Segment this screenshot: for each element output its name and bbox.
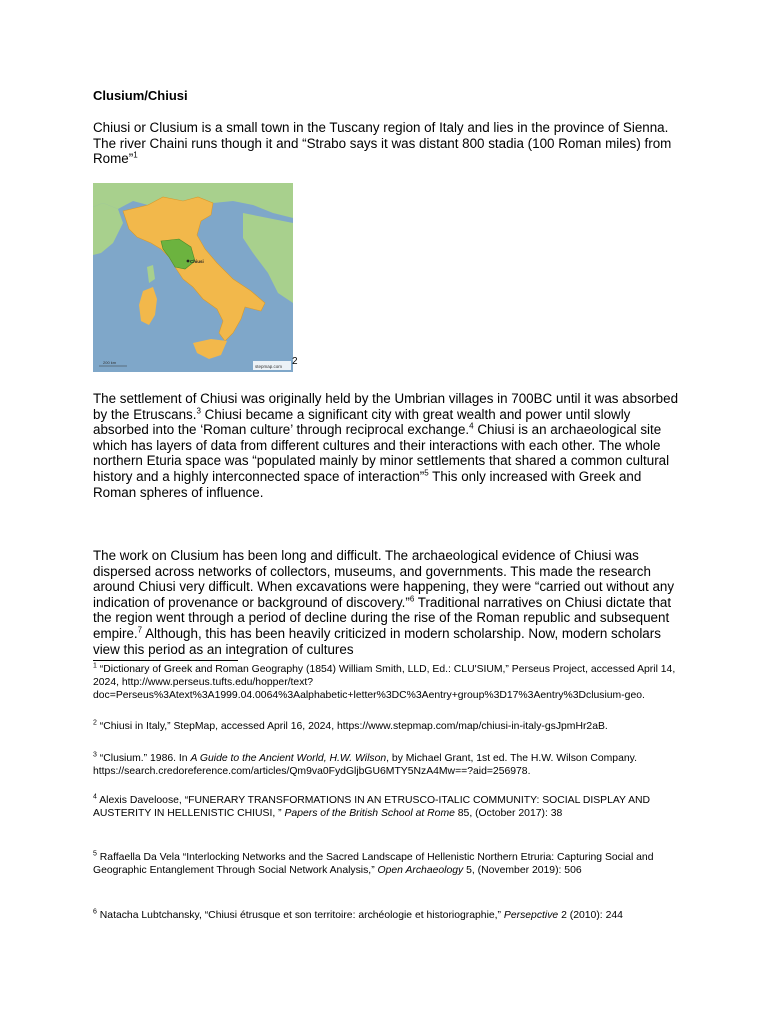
footnote-text: “Dictionary of Greek and Roman Geography (1854) William Smith, LLD, Ed.: CLU'SIUM,” Perseus Project, accessed April 14, 2024, http://www.perseus.tufts.edu/hopper/text?doc=Perseus%3Atext%3A1999.04.0064%3Aalphabetic+letter%3DC%3Aentry+group%3D17%3Aentry%3Dclusium-geo. (93, 664, 676, 702)
italy-map (93, 183, 293, 372)
footnote-ref-1[interactable]: 1 (133, 150, 138, 160)
footnote-title: A Guide to the Ancient World, H.W. Wilson (190, 753, 387, 764)
para2-text-1: The settlement of Chiusi was originally held by the Umbrian villages in 700BC until it was absorbed by the Etruscans. (93, 391, 679, 422)
para3-text-2: Traditional narratives on Chiusi dictate that the region went through a period of decline during the rise of the Roman republic and subsequent empire. (93, 594, 672, 641)
intro-text: Chiusi or Clusium is a small town in the Tuscany region of Italy and lies in the province of Sienna. The river Chaini runs though it and “Strabo says it was distant 800 stadia (100 Roman miles) from Rome” (93, 120, 672, 167)
footnote-ref-6[interactable]: 6 (409, 594, 415, 604)
footnote-text: , by Michael Grant, 1st ed. The H.W. Wilson Company. https://search.credoreference.com/articles/Qm9va0FydGljbGU6MTY5NzA4Mw==?aid=256978. (93, 753, 637, 778)
footnote-title: Open Archaeology (377, 865, 464, 877)
footnote-number: 5 (93, 850, 97, 858)
footnote-5 (93, 851, 683, 877)
footnote-3 (93, 752, 683, 778)
footnote-ref-7[interactable]: 7 (137, 625, 143, 635)
footnote-text: Raffaella Da Vela “Interlocking Networks and the Sacred Landscape of Hellenistic Northern Etruria: Capturing Social and Geographic Entanglement Through Social Network Analysis,” (93, 852, 654, 877)
footnote-text: “Chiusi in Italy,” StepMap, accessed April 16, 2024, https://www.stepmap.com/map/chiusi-in-italy-gsJpmHr2aB. (96, 721, 608, 732)
footnote-ref-4[interactable]: 4 (469, 421, 474, 431)
footnote-1 (93, 663, 683, 703)
intro-paragraph (93, 120, 683, 167)
footnote-number: 4 (93, 793, 97, 801)
footnote-6 (93, 909, 683, 922)
map-credit: stepmap.com (255, 364, 283, 369)
para3-text-1: The work on Clusium has been long and difficult. The archaeological evidence of Chiusi was dispersed across networks of collectors, museums, and governments. This made the research around Chiusi very difficult. When excavations were happening, they were “carried out without any indication of provenance or background of discovery.” (93, 548, 675, 610)
footnote-number: 1 (93, 662, 97, 670)
map-caption-ref[interactable]: 2 (292, 356, 298, 367)
research-paragraph (93, 548, 683, 657)
footnote-text: 2 (2010): 244 (558, 910, 623, 921)
footnote-ref-5[interactable]: 5 (424, 468, 429, 478)
footnote-text: Natacha Lubtchansky, “Chiusi étrusque et son territoire: archéologie et historiographie,” (96, 910, 504, 921)
para2-text-3: Chiusi is an archaeological site which has layers of data from different cultures and their interactions with each other. The whole northern Eturia space was “populated mainly by minor settlements that shared a common cultural history and a highly interconnected space of interaction” (93, 422, 670, 484)
page-title: Clusium/Chiusi (93, 88, 188, 103)
map-scale-label: 200 km (103, 360, 117, 365)
chiusi-marker (187, 260, 190, 263)
footnote-divider (93, 660, 238, 661)
settlement-paragraph (93, 391, 683, 500)
footnote-number: 6 (93, 908, 97, 916)
footnote-number: 2 (93, 719, 97, 727)
footnote-number: 3 (93, 751, 97, 759)
para3-text-3: Although, this has been heavily criticized in modern scholarship. Now, modern scholars view this period as an integration of cultures (93, 625, 661, 657)
footnote-text: 5, (November 2019): 506 (463, 865, 582, 877)
footnote-text: “Clusium.” 1986. In (96, 753, 191, 764)
para2-text-2: Chiusi became a significant city with great wealth and power until slowly absorbed into the ‘Roman culture’ through reciprocal exchange. (93, 406, 631, 438)
footnote-text: 85, (October 2017): 38 (454, 808, 563, 820)
footnote-4 (93, 794, 683, 820)
footnote-text: Alexis Daveloose, “FUNERARY TRANSFORMATIONS IN AN ETRUSCO-ITALIC COMMUNITY: SOCIAL DISPLAY AND AUSTERITY IN HELLENISTIC CHIUSI, ” (93, 795, 651, 820)
map-city-label: Chiusi (190, 259, 204, 264)
footnote-ref-3[interactable]: 3 (196, 406, 201, 416)
footnote-2 (93, 720, 683, 733)
para2-text-4: This only increased with Greek and Roman spheres of influence. (93, 468, 642, 500)
footnote-title: Papers of the British School at Rome (284, 808, 455, 820)
footnote-title: Persepctive (503, 910, 559, 921)
